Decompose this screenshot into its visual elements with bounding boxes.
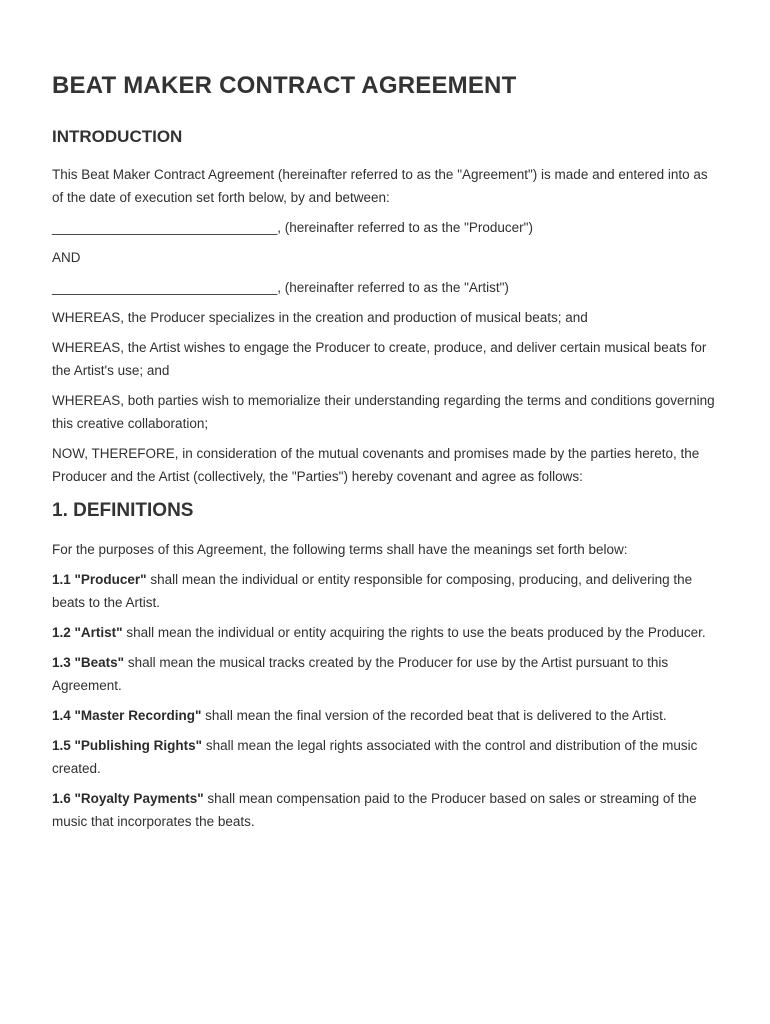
definitions-intro-paragraph: For the purposes of this Agreement, the following terms shall have the meanings set forth below: bbox=[52, 542, 628, 557]
definition-term: 1.1 "Producer" bbox=[52, 572, 147, 587]
paragraph: WHEREAS, both parties wish to memorialize their understanding regarding the terms and conditions governing this creative collaboration; bbox=[52, 393, 715, 431]
paragraph: ______________________________, (hereinafter referred to as the "Producer") bbox=[52, 220, 533, 235]
definition-text: shall mean the legal rights associated with the control and distribution of the music created. bbox=[52, 738, 698, 776]
definition-item bbox=[52, 787, 716, 833]
definition-item bbox=[52, 734, 716, 780]
definition-text: shall mean compensation paid to the Producer based on sales or streaming of the music that incorporates the beats. bbox=[52, 791, 697, 829]
definition-term: 1.6 "Royalty Payments" bbox=[52, 791, 204, 806]
definition-text: shall mean the musical tracks created by the Producer for use by the Artist pursuant to this Agreement. bbox=[52, 655, 669, 693]
definition-term: 1.4 "Master Recording" bbox=[52, 708, 202, 723]
section-heading-introduction: INTRODUCTION bbox=[52, 127, 183, 146]
definition-term: 1.5 "Publishing Rights" bbox=[52, 738, 203, 753]
definition-text: shall mean the individual or entity acquiring the rights to use the beats produced by the Producer. bbox=[122, 625, 706, 640]
paragraph: AND bbox=[52, 250, 81, 265]
definition-item bbox=[52, 704, 716, 727]
definition-text: shall mean the individual or entity responsible for composing, producing, and delivering the beats to the Artist. bbox=[52, 572, 693, 610]
introduction-paragraphs bbox=[52, 163, 716, 488]
paragraph: WHEREAS, the Producer specializes in the creation and production of musical beats; and bbox=[52, 310, 588, 325]
definition-item bbox=[52, 621, 716, 644]
definition-term: 1.2 "Artist" bbox=[52, 625, 123, 640]
paragraph: WHEREAS, the Artist wishes to engage the Producer to create, produce, and deliver certain musical beats for the Artist's use; and bbox=[52, 340, 707, 378]
document-title: BEAT MAKER CONTRACT AGREEMENT bbox=[52, 72, 517, 99]
definition-item bbox=[52, 651, 716, 697]
paragraph: ______________________________, (hereinafter referred to as the "Artist") bbox=[52, 280, 509, 295]
definition-items bbox=[52, 568, 716, 833]
paragraph: This Beat Maker Contract Agreement (hereinafter referred to as the "Agreement") is made and entered into as of the date of execution set forth below, by and between: bbox=[52, 167, 708, 205]
definition-text: shall mean the final version of the recorded beat that is delivered to the Artist. bbox=[201, 708, 667, 723]
definition-item bbox=[52, 568, 716, 614]
section-heading-definitions: 1. DEFINITIONS bbox=[52, 500, 194, 521]
definition-term: 1.3 "Beats" bbox=[52, 655, 125, 670]
paragraph: NOW, THEREFORE, in consideration of the mutual covenants and promises made by the parties hereto, the Producer and the Artist (collectively, the "Parties") hereby covenant and agree as follows: bbox=[52, 446, 700, 484]
